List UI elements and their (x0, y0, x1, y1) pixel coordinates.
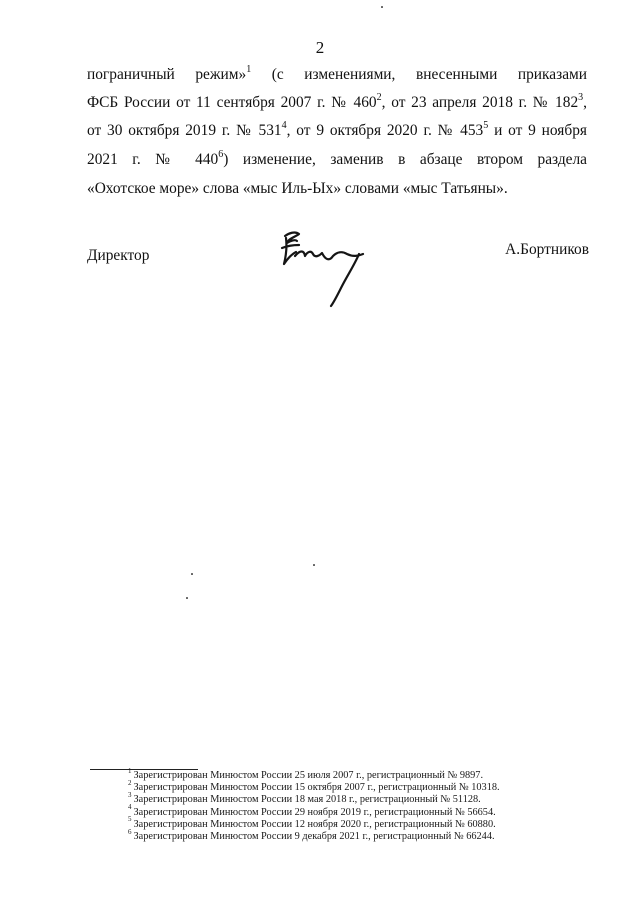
footnote-text: Зарегистрирован Минюстом России 12 ноября 2020 г., регистрационный № 60880. (133, 818, 496, 830)
footnote-text: Зарегистрирован Минюстом России 25 июля 2007 г., регистрационный № 9897. (133, 770, 484, 781)
body-text-segment: , от 9 октября 2020 г. № 453 (286, 122, 484, 139)
footnote (128, 766, 500, 782)
footnote-number: 3 (128, 790, 132, 799)
footnotes-list (128, 766, 500, 843)
footnote-ref[interactable]: 1 (246, 63, 252, 75)
body-text-segment: и от 9 ноября (488, 122, 587, 139)
body-text-segment: , от 23 апреля 2018 г. № 182 (381, 94, 579, 111)
handwritten-signature (275, 226, 370, 308)
body-text-segment: «Охотское море» слова «мыс Иль-Ых» словами «мыс Татьяны». (87, 180, 508, 197)
footnote (128, 827, 500, 843)
footnote-number: 1 (128, 766, 132, 775)
footnote-text: Зарегистрирован Минюстом России 29 ноября 2019 г., регистрационный № 56654. (133, 806, 496, 818)
body-text-segment: (с изменениями, внесенными приказами (251, 66, 587, 83)
footnote-ref[interactable]: 6 (218, 148, 224, 160)
footnote-number: 6 (128, 827, 132, 836)
page-number: 2 (315, 38, 325, 57)
signatory-name: А.Бортников (505, 241, 589, 258)
scan-speck (313, 564, 315, 566)
body-text-segment: 2021 г. № 440 (87, 151, 219, 168)
footnote-ref[interactable]: 2 (376, 91, 382, 103)
body-text-segment: от 30 октября 2019 г. № 531 (87, 122, 282, 139)
body-text-segment: ФСБ России от 11 сентября 2007 г. № 460 (87, 94, 377, 111)
footnote-number: 5 (128, 815, 132, 824)
body-line (87, 119, 587, 142)
body-line (87, 148, 587, 171)
scan-speck (191, 573, 193, 575)
footnote (128, 815, 500, 831)
body-text-segment: ) изменение, заменив в абзаце втором раздела (223, 151, 587, 168)
footnote-text: Зарегистрирован Минюстом России 18 мая 2018 г., регистрационный № 51128. (133, 794, 481, 806)
body-text-segment: , (583, 94, 587, 111)
footnote-text: Зарегистрирован Минюстом России 15 октября 2007 г., регистрационный № 10318. (133, 782, 500, 794)
footnote-ref[interactable]: 5 (483, 119, 489, 131)
footnote-text: Зарегистрирован Минюстом России 9 декабря 2021 г., регистрационный № 66244. (133, 830, 495, 842)
scan-speck (381, 6, 383, 8)
footnote-ref[interactable]: 4 (281, 119, 287, 131)
footnote-number: 2 (128, 778, 132, 787)
body-line (87, 91, 587, 114)
footnote-number: 4 (128, 803, 132, 812)
footnote (128, 778, 500, 794)
signatory-title: Директор (87, 247, 150, 264)
body-text-segment: пограничный режим» (87, 66, 247, 83)
footnote (128, 803, 500, 819)
scan-speck (186, 597, 188, 599)
footnote (128, 790, 500, 806)
body-line (87, 63, 587, 86)
footnote-ref[interactable]: 3 (578, 91, 584, 103)
body-line (87, 180, 587, 200)
